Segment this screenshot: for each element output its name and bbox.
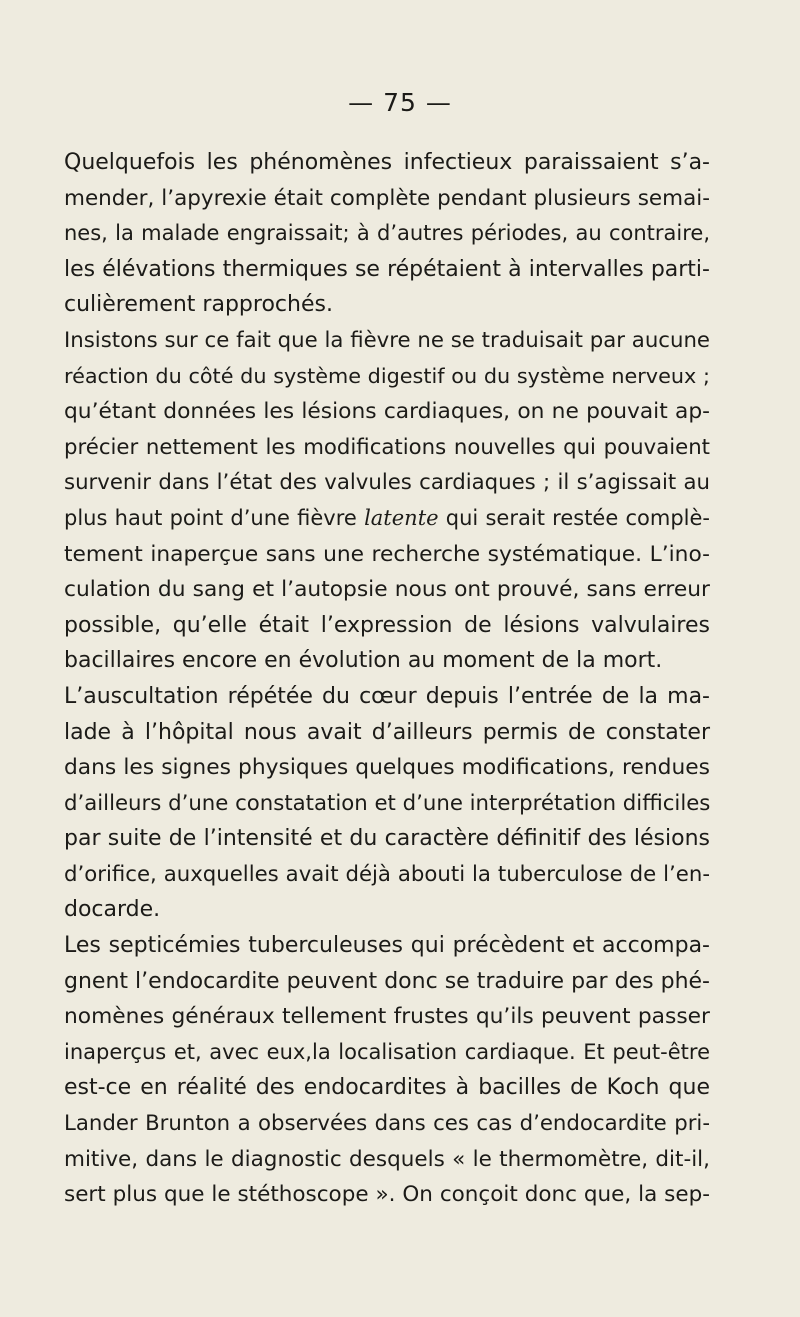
text-line: Quelquefois les phénomènes infectieux paraissaient s’a- bbox=[64, 150, 710, 175]
text-line: inaperçus et, avec eux,la localisation cardiaque. Et peut-être bbox=[64, 1039, 710, 1064]
text-line: gnent l’endocardite peuvent donc se traduire par des phé- bbox=[64, 968, 710, 994]
text-line: nomènes généraux tellement frustes qu’ils peuvent passer bbox=[64, 1004, 710, 1030]
page-number: — 75 — bbox=[348, 88, 452, 117]
text-line: mitive, dans le diagnostic desquels « le thermomètre, dit-il, bbox=[64, 1146, 710, 1172]
text-line: nes, la malade engraissait; à d’autres périodes, au contraire, bbox=[64, 221, 710, 246]
text-line: dans les signes physiques quelques modifications, rendues bbox=[64, 755, 710, 781]
text-line bbox=[64, 501, 710, 537]
text-line: mender, l’apyrexie était complète pendant plusieurs semai- bbox=[64, 185, 710, 211]
text-segment: qui serait restée complè- bbox=[438, 505, 711, 530]
text-segment: plus haut point d’une fièvre bbox=[64, 505, 365, 530]
text-line: réaction du côté du système digestif ou du système nerveux ; bbox=[64, 363, 710, 388]
text-line: d’ailleurs d’une constatation et d’une interprétation difficiles bbox=[64, 790, 711, 816]
text-line: tement inaperçue sans une recherche systématique. L’ino- bbox=[64, 541, 710, 567]
text-line: Lander Brunton a observées dans ces cas d’endocardite pri- bbox=[64, 1111, 710, 1137]
text-line: survenir dans l’état des valvules cardiaques ; il s’agissait au bbox=[64, 470, 710, 496]
text-line: par suite de l’intensité et du caractère définitif des lésions bbox=[64, 826, 710, 852]
text-line: bacillaires encore en évolution au moment de la mort. bbox=[64, 648, 663, 674]
text-line: est-ce en réalité des endocardites à bacilles de Koch que bbox=[64, 1075, 710, 1101]
text-line: culation du sang et l’autopsie nous ont prouvé, sans erreur bbox=[64, 577, 710, 603]
text-line: qu’étant données les lésions cardiaques, on ne pouvait ap- bbox=[64, 399, 710, 425]
text-line: Les septicémies tuberculeuses qui précèdent et accompa- bbox=[64, 933, 710, 959]
text-line: L’auscultation répétée du cœur depuis l’entrée de la ma- bbox=[64, 683, 710, 709]
italic-word: latente bbox=[364, 505, 439, 530]
text-line: Insistons sur ce fait que la fièvre ne se traduisait par aucune bbox=[64, 327, 710, 353]
text-line: lade à l’hôpital nous avait d’ailleurs permis de constater bbox=[64, 719, 710, 745]
text-line: les élévations thermiques se répétaient à intervalles parti- bbox=[64, 256, 710, 282]
text-line: docarde. bbox=[64, 897, 161, 923]
body-text bbox=[64, 145, 710, 1213]
text-line: culièrement rapprochés. bbox=[64, 292, 333, 318]
text-line: possible, qu’elle était l’expression de lésions valvulaires bbox=[64, 612, 710, 638]
text-line: précier nettement les modifications nouvelles qui pouvaient bbox=[64, 434, 710, 460]
text-line: d’orifice, auxquelles avait déjà abouti la tuberculose de l’en- bbox=[64, 861, 710, 887]
text-line: sert plus que le stéthoscope ». On conçoit donc que, la sep- bbox=[64, 1182, 710, 1208]
